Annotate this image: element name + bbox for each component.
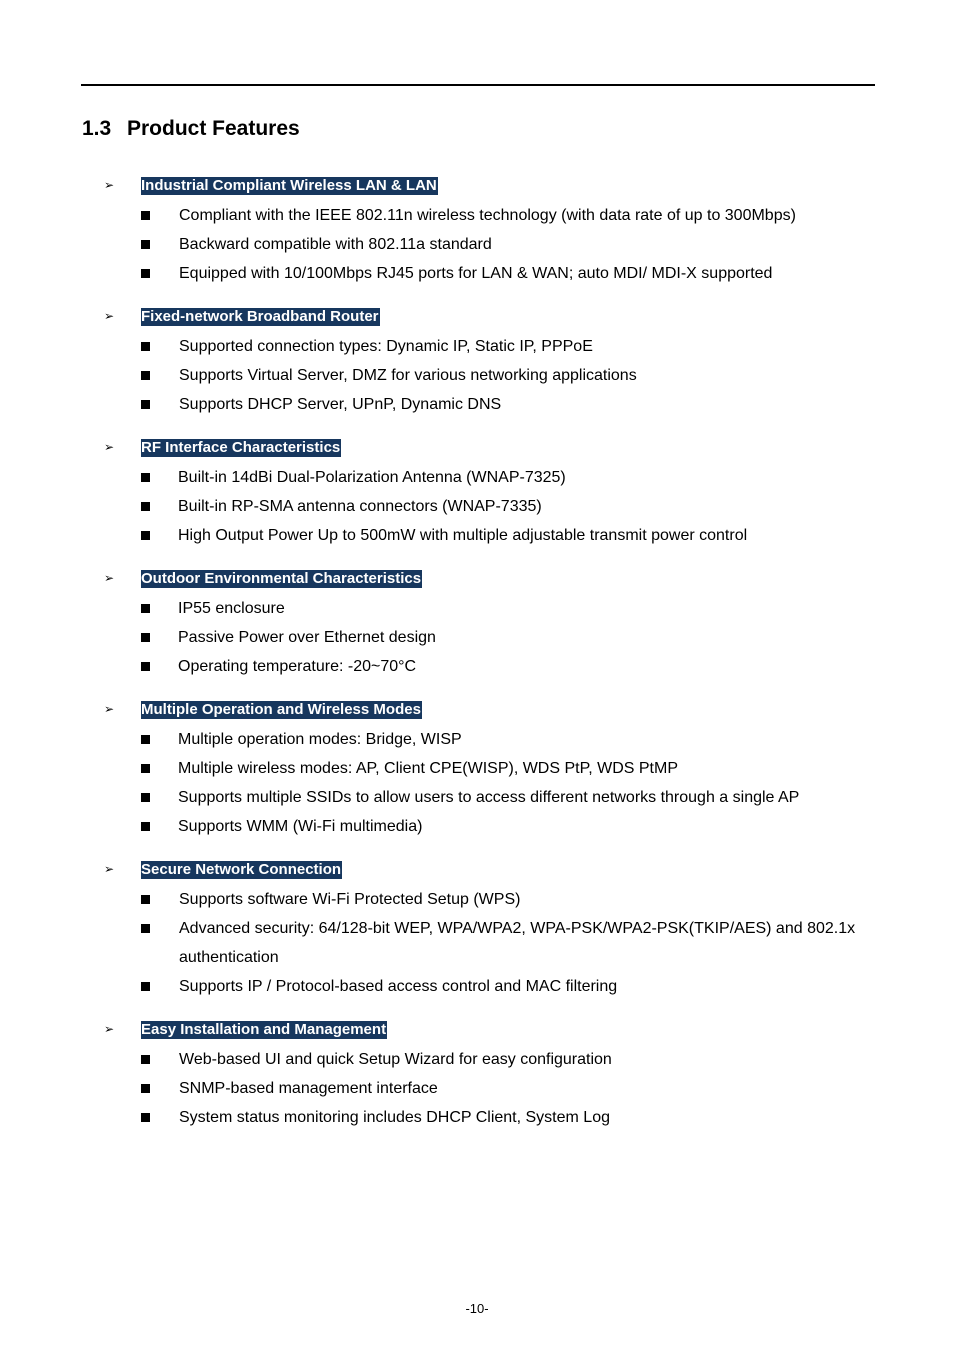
list-item bbox=[0, 725, 954, 754]
square-bullet-icon bbox=[141, 895, 150, 904]
list-item bbox=[0, 812, 954, 841]
square-bullet-icon bbox=[141, 1084, 150, 1093]
square-bullet-icon bbox=[141, 473, 150, 482]
item-text: SNMP-based management interface bbox=[179, 1080, 438, 1097]
section-heading bbox=[82, 116, 300, 142]
list-item bbox=[0, 361, 954, 390]
item-text: Supports WMM (Wi-Fi multimedia) bbox=[178, 818, 423, 835]
item-text: Supported connection types: Dynamic IP, Static IP, PPPoE bbox=[179, 338, 593, 355]
item-text: Compliant with the IEEE 802.11n wireless technology (with data rate of up to 300Mbps) bbox=[179, 207, 796, 224]
group-title-row bbox=[0, 565, 954, 594]
feature-group bbox=[0, 1016, 954, 1132]
group-title: Fixed-network Broadband Router bbox=[141, 308, 379, 325]
section-title: Product Features bbox=[127, 117, 300, 140]
feature-group bbox=[0, 303, 954, 419]
item-text: Web-based UI and quick Setup Wizard for easy configuration bbox=[179, 1051, 612, 1068]
square-bullet-icon bbox=[141, 400, 150, 409]
item-text: Multiple wireless modes: AP, Client CPE(WISP), WDS PtP, WDS PtMP bbox=[178, 760, 678, 777]
square-bullet-icon bbox=[141, 982, 150, 991]
header-rule bbox=[81, 84, 875, 86]
item-text: Supports IP / Protocol-based access control and MAC filtering bbox=[179, 978, 618, 995]
group-title: Easy Installation and Management bbox=[141, 1021, 387, 1038]
item-text: High Output Power Up to 500mW with multiple adjustable transmit power control bbox=[178, 527, 748, 544]
list-item bbox=[0, 201, 954, 230]
item-text: Supports DHCP Server, UPnP, Dynamic DNS bbox=[179, 396, 502, 413]
list-item bbox=[0, 463, 954, 492]
item-text: Advanced security: 64/128-bit WEP, WPA/WPA2, WPA-PSK/WPA2-PSK(TKIP/AES) and 802.1x authentication bbox=[179, 920, 856, 966]
group-title: Outdoor Environmental Characteristics bbox=[141, 570, 422, 587]
square-bullet-icon bbox=[141, 793, 150, 802]
arrowhead-icon: ➢ bbox=[104, 178, 115, 192]
feature-group bbox=[0, 696, 954, 841]
item-text: Equipped with 10/100Mbps RJ45 ports for LAN & WAN; auto MDI/ MDI-X supported bbox=[179, 265, 773, 282]
square-bullet-icon bbox=[141, 764, 150, 773]
feature-group bbox=[0, 434, 954, 550]
list-item bbox=[0, 492, 954, 521]
arrowhead-icon: ➢ bbox=[104, 571, 115, 585]
feature-group bbox=[0, 565, 954, 681]
group-title-row bbox=[0, 303, 954, 332]
list-item bbox=[0, 390, 954, 419]
list-item bbox=[0, 594, 954, 623]
arrowhead-icon: ➢ bbox=[104, 440, 115, 454]
item-text: Operating temperature: -20~70°C bbox=[178, 658, 417, 675]
list-item bbox=[0, 1045, 954, 1074]
square-bullet-icon bbox=[141, 662, 150, 671]
group-title: Secure Network Connection bbox=[141, 861, 342, 878]
list-item bbox=[0, 1074, 954, 1103]
square-bullet-icon bbox=[141, 502, 150, 511]
item-text: Built-in RP-SMA antenna connectors (WNAP-7335) bbox=[178, 498, 542, 515]
group-title-row bbox=[0, 434, 954, 463]
feature-group bbox=[0, 172, 954, 288]
list-item bbox=[0, 623, 954, 652]
group-title-row bbox=[0, 856, 954, 885]
group-title: Industrial Compliant Wireless LAN & LAN bbox=[141, 177, 437, 194]
list-item bbox=[0, 754, 954, 783]
arrowhead-icon: ➢ bbox=[104, 862, 115, 876]
item-text: Built-in 14dBi Dual-Polarization Antenna (WNAP-7325) bbox=[178, 469, 566, 486]
section-number: 1.3 bbox=[82, 117, 112, 140]
item-text: Supports Virtual Server, DMZ for various networking applications bbox=[179, 367, 637, 384]
list-item bbox=[0, 885, 954, 914]
square-bullet-icon bbox=[141, 211, 150, 220]
square-bullet-icon bbox=[141, 924, 150, 933]
arrowhead-icon: ➢ bbox=[104, 1022, 115, 1036]
group-title: RF Interface Characteristics bbox=[141, 439, 341, 456]
square-bullet-icon bbox=[141, 822, 150, 831]
list-item bbox=[0, 652, 954, 681]
item-text: Supports multiple SSIDs to allow users to access different networks through a single AP bbox=[178, 789, 800, 806]
list-item bbox=[0, 1103, 954, 1132]
list-item bbox=[0, 783, 954, 812]
group-title-row bbox=[0, 172, 954, 201]
item-text: Passive Power over Ethernet design bbox=[178, 629, 436, 646]
square-bullet-icon bbox=[141, 1113, 150, 1122]
list-item bbox=[0, 521, 954, 550]
square-bullet-icon bbox=[141, 342, 150, 351]
item-text: Supports software Wi-Fi Protected Setup (WPS) bbox=[179, 891, 521, 908]
square-bullet-icon bbox=[141, 269, 150, 278]
square-bullet-icon bbox=[141, 240, 150, 249]
feature-list bbox=[0, 172, 954, 1147]
item-text: Multiple operation modes: Bridge, WISP bbox=[178, 731, 462, 748]
square-bullet-icon bbox=[141, 531, 150, 540]
list-item bbox=[0, 972, 954, 1001]
arrowhead-icon: ➢ bbox=[104, 309, 115, 323]
square-bullet-icon bbox=[141, 371, 150, 380]
page-number: -10- bbox=[465, 1301, 489, 1316]
square-bullet-icon bbox=[141, 633, 150, 642]
item-text: Backward compatible with 802.11a standard bbox=[179, 236, 492, 253]
group-title: Multiple Operation and Wireless Modes bbox=[141, 701, 421, 718]
list-item bbox=[0, 332, 954, 361]
group-title-row bbox=[0, 696, 954, 725]
square-bullet-icon bbox=[141, 604, 150, 613]
arrowhead-icon: ➢ bbox=[104, 702, 115, 716]
group-title-row bbox=[0, 1016, 954, 1045]
list-item bbox=[0, 230, 954, 259]
list-item bbox=[0, 259, 954, 288]
square-bullet-icon bbox=[141, 1055, 150, 1064]
item-text: IP55 enclosure bbox=[178, 600, 285, 617]
item-text: System status monitoring includes DHCP Client, System Log bbox=[179, 1109, 610, 1126]
feature-group bbox=[0, 856, 954, 1001]
list-item bbox=[0, 914, 954, 972]
square-bullet-icon bbox=[141, 735, 150, 744]
